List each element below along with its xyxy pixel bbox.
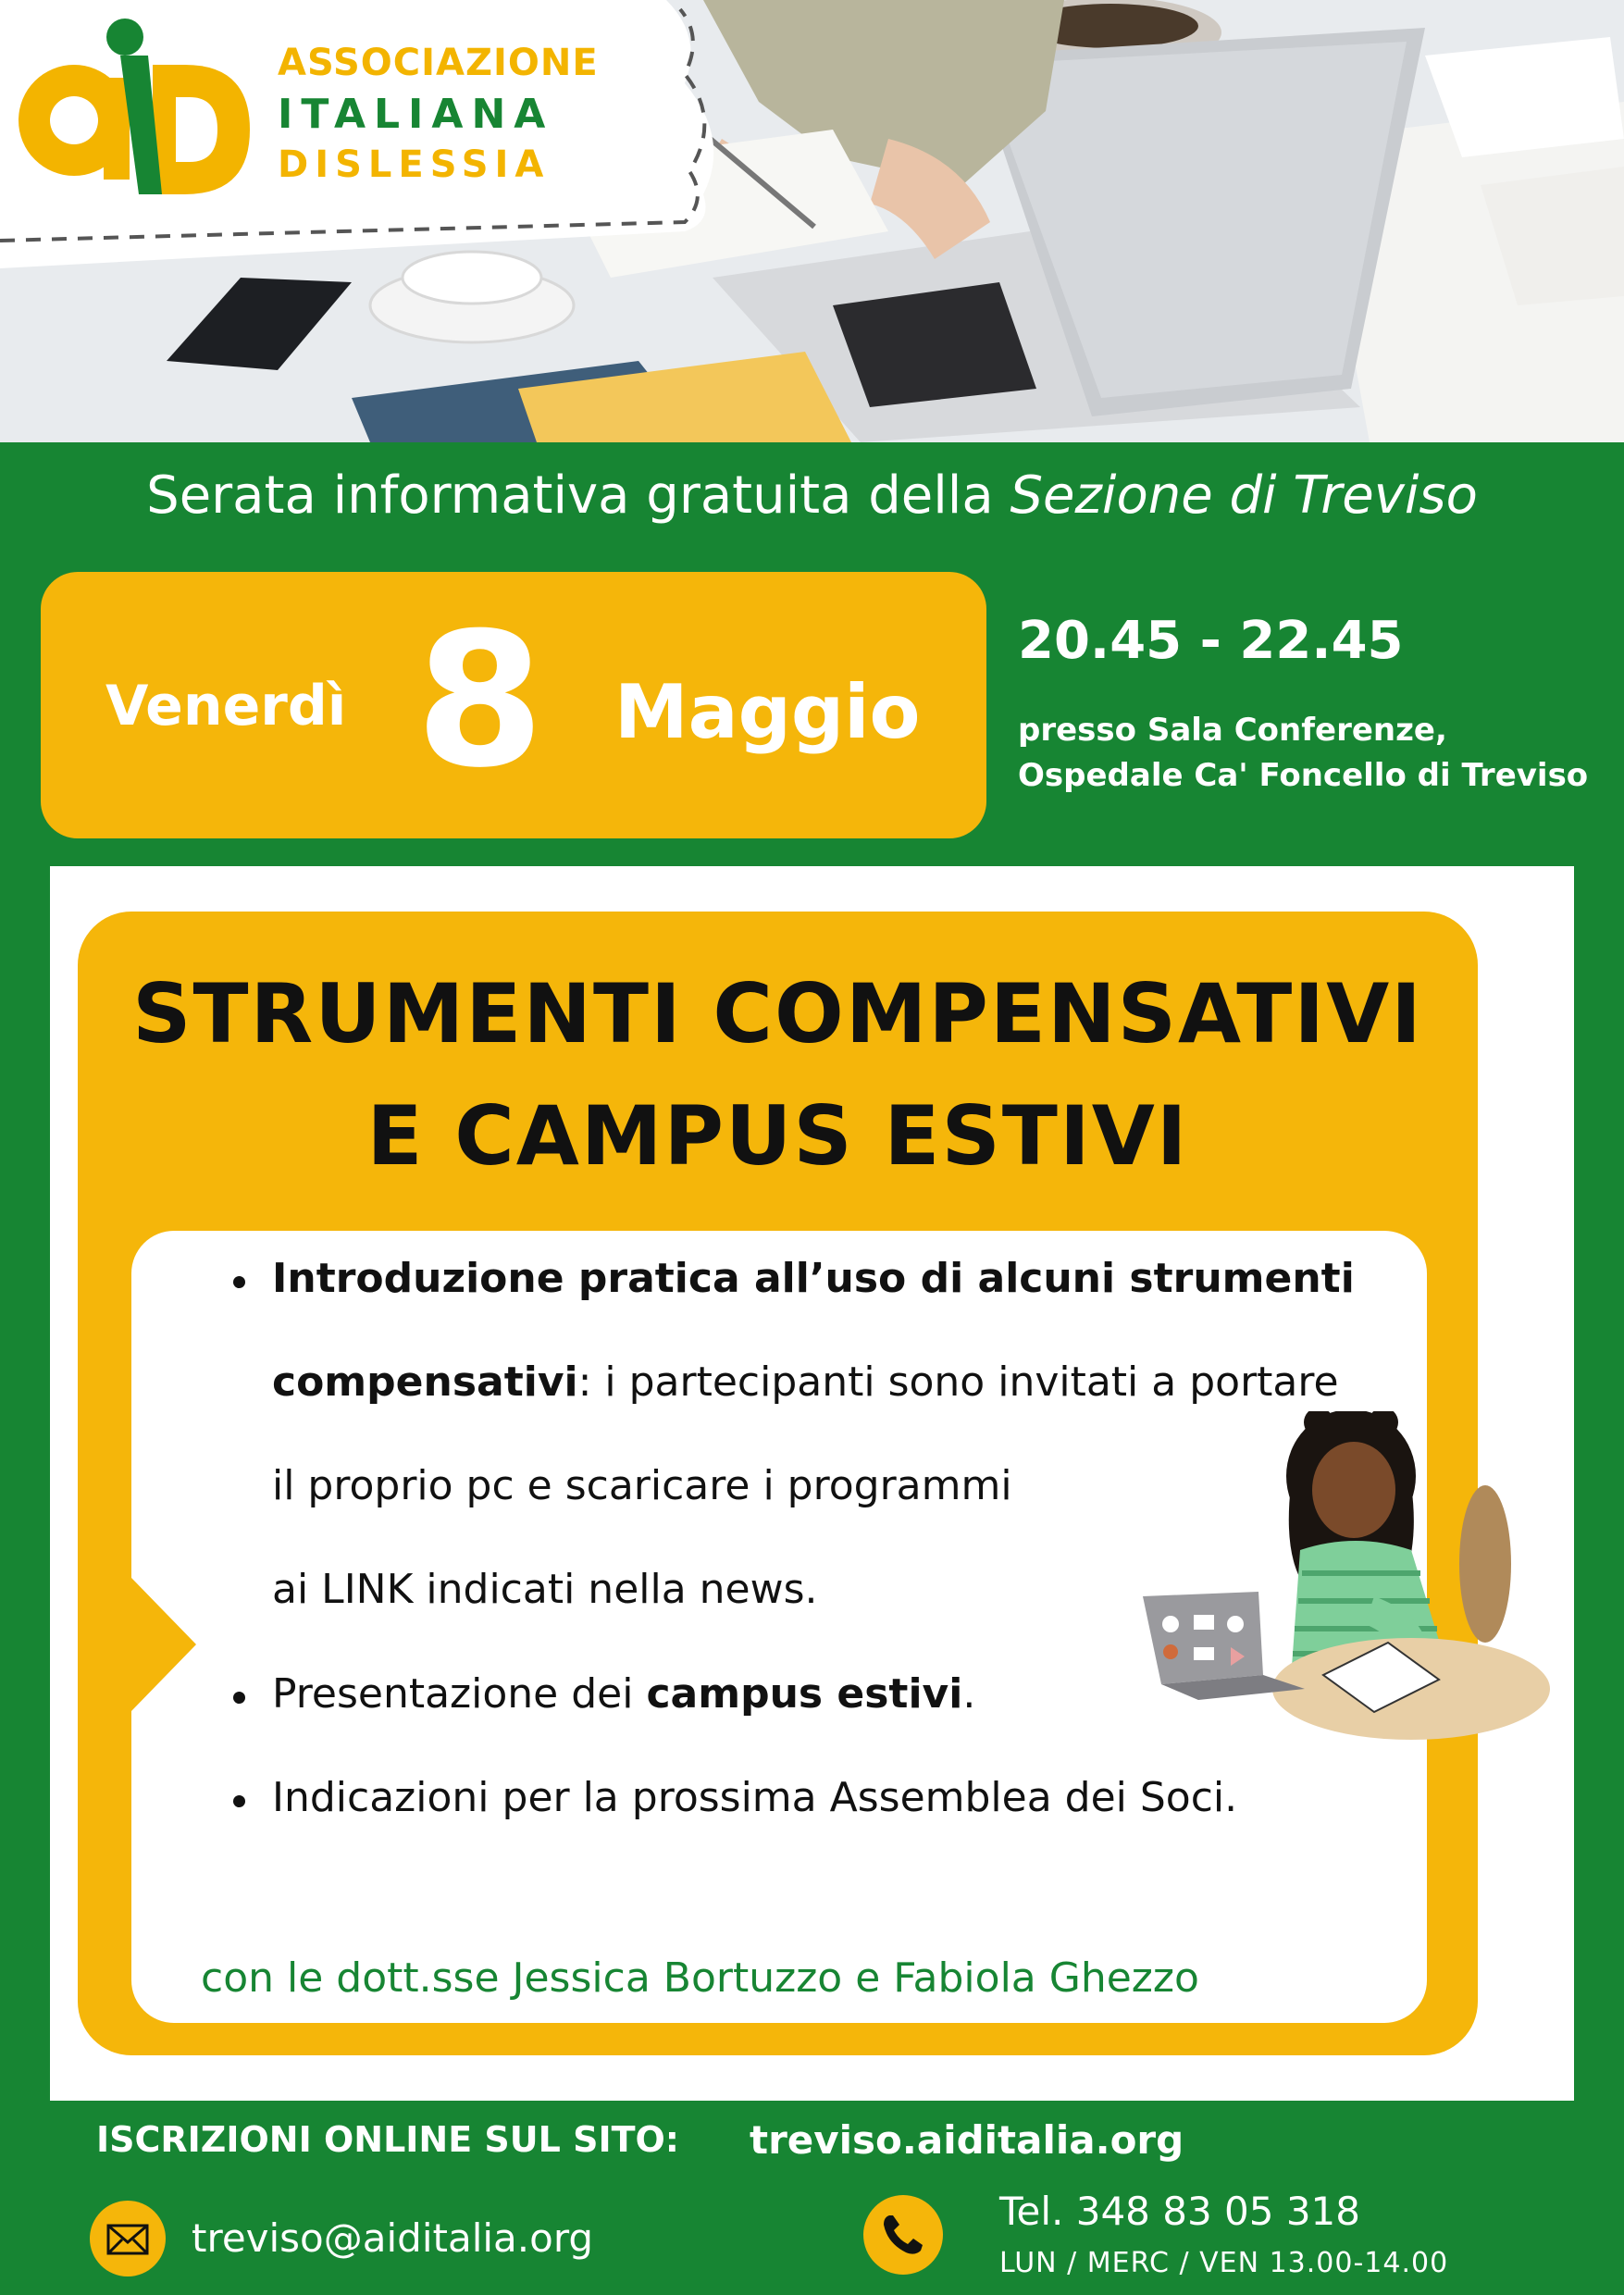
phone-number[interactable]: Tel. 348 83 05 318 bbox=[999, 2189, 1360, 2234]
student-laptop-illustration bbox=[1143, 1411, 1550, 1744]
speakers-line: con le dott.sse Jessica Bortuzzo e Fabiola Ghezzo bbox=[201, 1954, 1199, 2002]
list-item: Indicazioni per la prossima Assemblea dei Soci. bbox=[272, 1774, 1238, 1821]
logo-line-dislessia: DISLESSIA bbox=[278, 143, 551, 186]
list-item-continued: compensativi: i partecipanti sono invitati a portare bbox=[272, 1358, 1339, 1406]
subtitle-section: Sezione di Treviso bbox=[1010, 465, 1478, 526]
aid-logo bbox=[0, 0, 731, 278]
title-line-1: STRUMENTI COMPENSATIVI bbox=[132, 966, 1423, 1061]
list-item: Presentazione dei campus estivi. bbox=[272, 1670, 976, 1718]
list-item: Introduzione pratica all’uso di alcuni strumenti bbox=[272, 1255, 1355, 1302]
logo-line-associazione: ASSOCIAZIONE bbox=[278, 42, 599, 84]
topic-title bbox=[78, 953, 1478, 1197]
event-weekday: Venerdì bbox=[105, 674, 347, 738]
event-subtitle bbox=[0, 465, 1624, 526]
title-line-2: E CAMPUS ESTIVI bbox=[366, 1088, 1189, 1184]
header-photo bbox=[0, 0, 1624, 442]
card-notch bbox=[131, 1578, 196, 1711]
event-day: 8 bbox=[415, 593, 545, 809]
envelope-icon bbox=[90, 2201, 166, 2276]
date-box bbox=[41, 572, 986, 838]
phone-hours: LUN / MERC / VEN 13.00-14.00 bbox=[999, 2247, 1449, 2279]
list-item-continued: il proprio pc e scaricare i programmi bbox=[272, 1462, 1012, 1509]
event-time: 20.45 - 22.45 bbox=[1018, 611, 1404, 671]
logo-line-italiana: ITALIANA bbox=[278, 91, 554, 138]
email-link[interactable]: treviso@aiditalia.org bbox=[192, 2215, 594, 2261]
signup-site-link[interactable]: treviso.aiditalia.org bbox=[750, 2117, 1184, 2163]
bullet-dot bbox=[233, 1692, 245, 1704]
phone-icon bbox=[863, 2195, 943, 2275]
bullet-dot bbox=[233, 1276, 245, 1288]
place-line-2: Ospedale Ca' Foncello di Treviso bbox=[1018, 757, 1589, 795]
event-place bbox=[1018, 708, 1588, 800]
list-item-continued: ai LINK indicati nella news. bbox=[272, 1566, 818, 1613]
bullet-dot bbox=[233, 1795, 245, 1807]
event-month: Maggio bbox=[614, 669, 921, 755]
signup-label: ISCRIZIONI ONLINE SUL SITO: bbox=[96, 2119, 680, 2160]
subtitle-prefix: Serata informativa gratuita della bbox=[146, 465, 1010, 526]
logo-wordmark bbox=[278, 42, 599, 186]
place-line-1: presso Sala Conferenze, bbox=[1018, 712, 1447, 749]
